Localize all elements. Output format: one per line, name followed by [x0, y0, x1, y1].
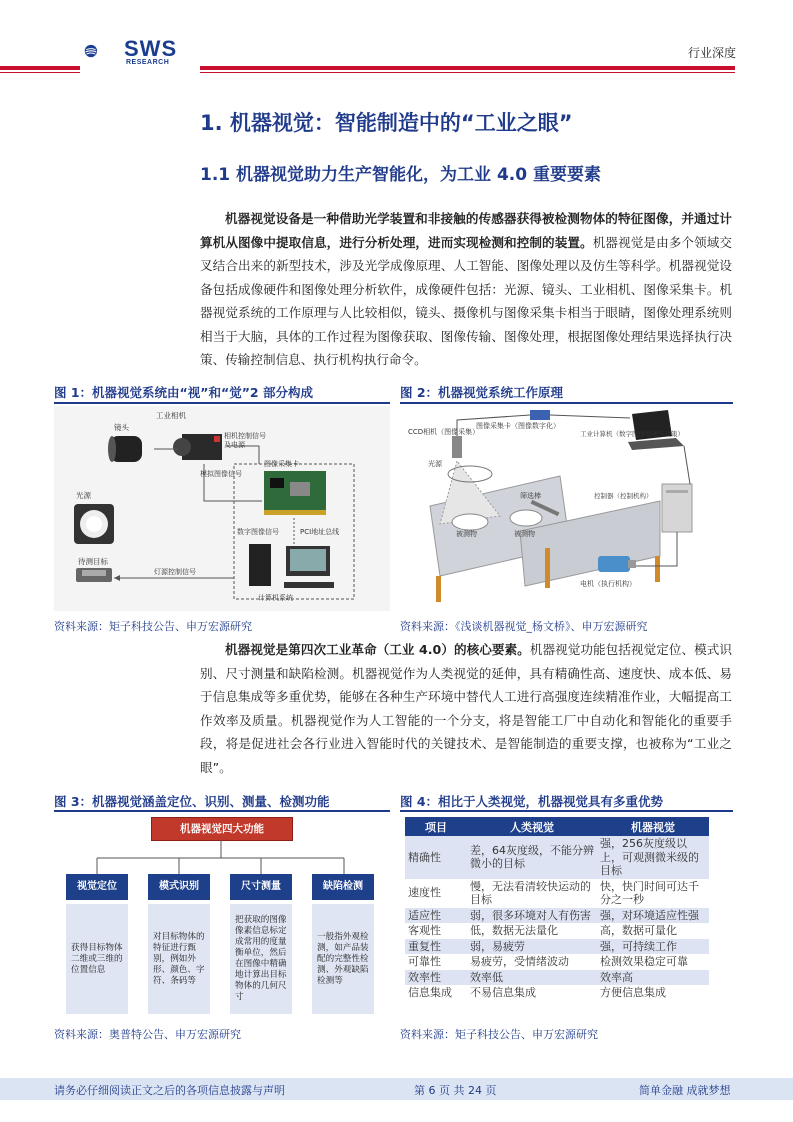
label-camera: 工业相机 — [156, 411, 186, 420]
table-cell: 检测效果稳定可靠 — [600, 955, 688, 968]
label-camera-control: 相机控制信号 — [224, 432, 266, 440]
column-header: 人类视觉 — [467, 817, 597, 836]
label-object-1: 被测物 — [456, 530, 477, 538]
figure-4-source: 资料来源：矩子科技公告、申万宏源研究 — [400, 1028, 598, 1041]
table-cell: 弱，很多环境对人有伤害 — [467, 908, 597, 924]
company-logo-icon — [84, 32, 124, 70]
table-cell: 可靠性 — [408, 955, 441, 968]
frame-grabber-icon — [530, 410, 550, 420]
table-row — [405, 985, 709, 1001]
figure-rule — [400, 402, 733, 404]
label-light: 光源 — [76, 491, 91, 500]
section-heading: 1. 机器视觉：智能制造中的“工业之眼” — [200, 111, 573, 135]
machine-vision-principle-figure — [400, 406, 733, 611]
table-row — [405, 879, 709, 908]
figure-3-source: 资料来源：奥普特公告、申万宏源研究 — [54, 1028, 241, 1041]
label-industrial-pc: 工业计算机（数字图像处理与决策） — [580, 430, 684, 438]
table-row — [405, 908, 709, 924]
label-ccd-camera: CCD相机（图像采集） — [408, 428, 480, 436]
function-description: 一般指外观检测，如产品装配的完整性检测、外观缺陷检测等 — [312, 904, 374, 1014]
table-cell: 适应性 — [405, 908, 467, 924]
paragraph-text: 机器视觉是由多个领域交叉结合出来的新型技术，涉及光学成像原理、人工智能、图像处理以及仿生等科学。机器视觉设备包括成像硬件和图像处理分析软件，成像硬件包括：光源、镜头、工业相机、图像采集卡。机器视觉系统的工作原理与人比较相似，镜头、摄像机与图像采集卡相当于眼睛，图像处理系统则相当于大脑，具体的工作过程为图像获取、图像传输、图像处理，根据图像处理结果选择执行决策、传输控制信息、执行机构执行命令。 — [200, 234, 733, 367]
table-row — [405, 970, 709, 986]
machine-vision-components-figure — [54, 406, 390, 611]
table-header-row — [405, 817, 709, 836]
frame-grabber-icon — [264, 471, 326, 515]
header-divider-thin — [200, 72, 735, 73]
body-paragraph — [200, 638, 732, 779]
function-description: 获得目标物体二维或三维的位置信息 — [66, 904, 128, 1014]
function-heading: 视觉定位 — [66, 874, 128, 900]
table-row — [405, 939, 709, 955]
function-heading: 缺陷检测 — [312, 874, 374, 900]
controller-tower-icon — [662, 484, 692, 532]
report-category: 行业深度 — [688, 46, 737, 60]
table-cell: 快，快门时间可达千分之一秒 — [600, 879, 699, 906]
principle-diagram — [400, 406, 733, 611]
function-column — [66, 874, 128, 1014]
label-light: 光源 — [428, 460, 442, 468]
computer-icon — [249, 544, 334, 588]
label-object-2: 被测物 — [514, 530, 535, 538]
label-frame-grabber: 图像采集卡 — [264, 460, 299, 468]
table-cell: 低，数据无法量化 — [470, 924, 558, 937]
table-row — [405, 923, 709, 939]
table-cell: 强，对环境适应性强 — [597, 908, 709, 924]
footer-disclaimer: 请务必仔细阅读正文之后的各项信息披露与声明 — [54, 1084, 285, 1097]
label-computer: 计算机系统 — [258, 594, 293, 602]
body-paragraph — [200, 207, 732, 372]
column-header: 机器视觉 — [597, 817, 709, 836]
subsection-heading: 1.1 机器视觉助力生产智能化，为工业 4.0 重要要素 — [200, 165, 601, 185]
table-row — [405, 836, 709, 879]
logo-subtext: RESEARCH — [126, 59, 170, 66]
table-cell: 慢，无法看清较快运动的目标 — [470, 879, 591, 906]
figure-3-title: 图 3：机器视觉涵盖定位、识别、测量、检测功能 — [54, 794, 330, 809]
column-header: 项目 — [405, 817, 467, 836]
figure-4-title: 图 4：相比于人类视觉，机器视觉具有多重优势 — [400, 794, 664, 809]
table-cell: 强，256灰度级以上，可观测微米级的目标 — [597, 836, 709, 879]
comparison-table — [405, 817, 709, 1001]
paragraph-text: 机器视觉功能包括视觉定位、模式识别、尺寸测量和缺陷检测。机器视觉作为人类视觉的延伸，具有精确性高、速度快、成本低、易于信息集成等多重优势，能够在各种生产环境中替代人工进行高强度连续精准作业，大幅提高工作效率及质量。机器视觉作为人工智能的一个分支，将是智能工厂中自动化和智能化的重要手段，将是促进社会各行业进入智能时代的关键技术、是智能制造的重要支撑，也被称为“工业之眼”。 — [200, 642, 732, 775]
table-cell: 客观性 — [408, 924, 441, 937]
camera-icon — [173, 434, 222, 460]
table-cell: 高，数据可量化 — [600, 924, 677, 937]
label-pci-bus: PCI地址总线 — [300, 528, 340, 536]
table-cell: 效率高 — [597, 970, 709, 986]
header-divider — [0, 66, 80, 70]
label-target: 待测目标 — [78, 557, 108, 566]
logo-text: SWS — [124, 36, 178, 61]
four-functions-figure — [54, 812, 390, 1017]
table-cell: 弱，易疲劳 — [467, 939, 597, 955]
table-cell: 效率性 — [405, 970, 467, 986]
label-frame-grabber: 图像采集卡（图像数字化） — [476, 422, 560, 430]
table-cell: 强，可持续工作 — [597, 939, 709, 955]
figure-rule — [54, 402, 390, 404]
label-digital-signal: 数字图像信号 — [237, 528, 279, 536]
function-column — [230, 874, 292, 1014]
function-column — [148, 874, 210, 1014]
table-cell: 信息集成 — [408, 986, 452, 999]
figure-1-title: 图 1：机器视觉系统由“视”和“觉”2 部分构成 — [54, 385, 313, 400]
function-column — [312, 874, 374, 1014]
table-cell: 效率低 — [467, 970, 597, 986]
page-number: 第 6 页 共 24 页 — [414, 1084, 497, 1097]
table-cell: 易疲劳，受情绪波动 — [470, 955, 569, 968]
light-source-icon — [74, 504, 114, 544]
footer-slogan: 简单金融 成就梦想 — [639, 1084, 731, 1097]
label-light-control: 灯源控制信号 — [154, 568, 196, 576]
label-lens: 镜头 — [114, 423, 129, 432]
function-heading: 模式识别 — [148, 874, 210, 900]
table-cell: 重复性 — [405, 939, 467, 955]
label-power: 及电源 — [224, 441, 245, 449]
table-cell: 方便信息集成 — [600, 986, 666, 999]
figure-rule — [400, 810, 733, 812]
label-sorter: 筛选棒 — [520, 492, 541, 500]
test-target-icon — [76, 568, 112, 582]
table-cell: 精确性 — [405, 836, 467, 879]
function-heading: 尺寸测量 — [230, 874, 292, 900]
components-diagram — [54, 406, 390, 611]
figure-2-source: 资料来源：《浅谈机器视觉_杨文桥》、申万宏源研究 — [400, 620, 648, 633]
figure-1-source: 资料来源：矩子科技公告、申万宏源研究 — [54, 620, 252, 633]
label-controller: 控制器（控制机构） — [594, 492, 653, 500]
function-description: 把获取的图像像素信息标定成常用的度量衡单位，然后在图像中精确地计算出目标物体的几何尺寸 — [230, 904, 292, 1014]
label-analog-signal: 模拟图像信号 — [200, 470, 242, 478]
header-divider-thin — [0, 72, 80, 73]
lens-icon — [108, 436, 142, 462]
table-cell: 不易信息集成 — [470, 986, 536, 999]
function-description: 对目标物体的特征进行甄别，例如外形、颜色、字符、条码等 — [148, 904, 210, 1014]
table-row — [405, 954, 709, 970]
paragraph-lead: 机器视觉设备是一种借助光学装置和非接触的传感器获得被检测物体的特征图像，并通过计算机从图像中提取信息，进行分析处理，进而实现检测和控制的装置。 — [200, 211, 732, 250]
table-cell: 速度性 — [408, 886, 441, 900]
functions-root-box: 机器视觉四大功能 — [151, 817, 293, 841]
figure-2-title: 图 2：机器视觉系统工作原理 — [400, 385, 564, 400]
header-divider — [200, 66, 735, 70]
paragraph-lead: 机器视觉是第四次工业革命（工业 4.0）的核心要素。 — [225, 642, 530, 657]
table-cell: 差，64灰度级，不能分辨微小的目标 — [467, 836, 597, 879]
label-motor: 电机（执行机构） — [580, 580, 636, 588]
